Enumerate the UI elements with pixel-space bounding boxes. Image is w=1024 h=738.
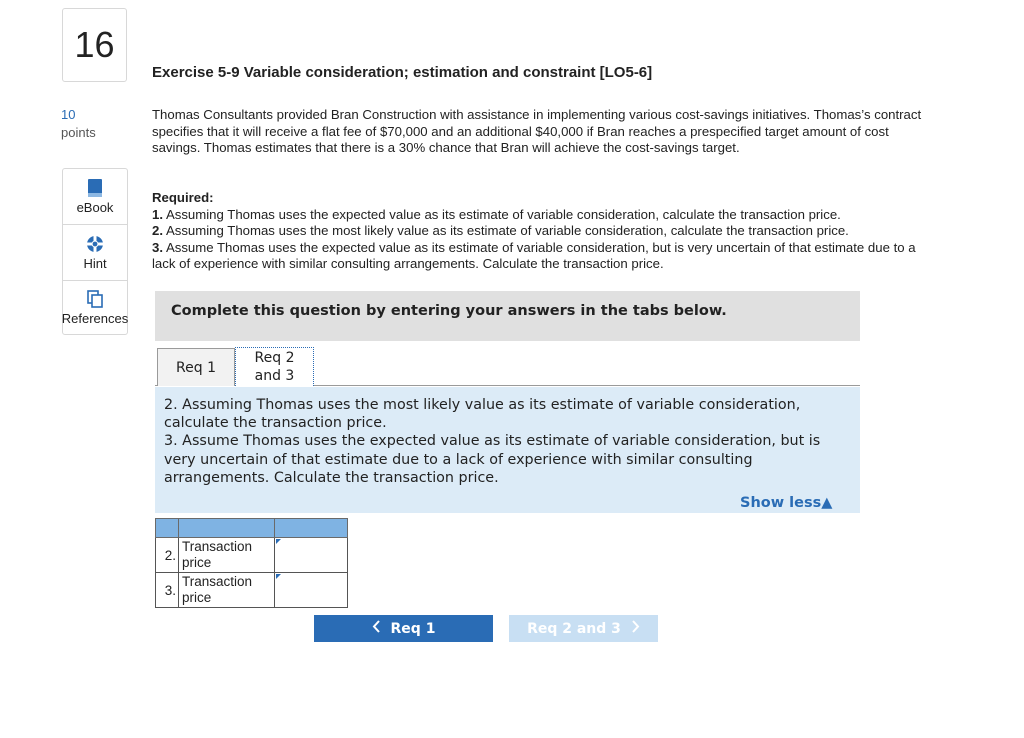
table-row xyxy=(156,538,348,573)
table-row xyxy=(156,573,348,608)
book-icon xyxy=(88,178,102,198)
row-number: 3. xyxy=(156,573,179,608)
row-label: Transaction price xyxy=(179,538,275,573)
transaction-price-input-cell xyxy=(275,573,348,608)
transaction-price-input-req2[interactable] xyxy=(275,538,347,572)
lifebuoy-icon xyxy=(86,234,104,254)
show-less-link[interactable]: Show less▲ xyxy=(740,495,833,511)
prev-req-1-button[interactable] xyxy=(314,615,493,642)
row-label: Transaction price xyxy=(179,573,275,608)
points-value: 10 xyxy=(61,107,76,122)
required-item: 3. Assume Thomas uses the expected value as its estimate of variable consideration, but is very uncertain of that estimate due to a lack of experience with similar consulting arrangements. Calculate the transaction price. xyxy=(152,239,916,271)
panel-requirement-3: 3. Assume Thomas uses the expected value as its estimate of variable consideration, but is very uncertain of that estimate due to a lack of experience with similar consulting arrangements. Calculate the transaction price. xyxy=(164,433,821,486)
tab-req-1[interactable]: Req 1 xyxy=(157,348,235,386)
required-section xyxy=(152,190,942,273)
row-number: 2. xyxy=(156,538,179,573)
exercise-body: Thomas Consultants provided Bran Construction with assistance in implementing various cost-savings initiatives. Thomas’s contract specifies that it will receive a flat fee of $70,000 and an additional $40,000 if Bran reaches a prespecified target amount of cost savings. Thomas estimates that there is a 30% chance that Bran will achieve the cost-savings target. xyxy=(152,107,922,155)
chevron-left-icon xyxy=(372,620,381,637)
next-button-label: Req 2 and 3 xyxy=(527,620,621,637)
ebook-button[interactable] xyxy=(62,168,128,225)
references-label: References xyxy=(61,311,129,326)
required-item: 2. Assuming Thomas uses the most likely value as its estimate of variable consideration, calculate the transaction price. xyxy=(152,223,849,238)
prev-button-label: Req 1 xyxy=(390,620,436,637)
next-req-2-and-3-button xyxy=(509,615,658,642)
transaction-price-input-cell xyxy=(275,538,348,573)
panel-requirement-2: 2. Assuming Thomas uses the most likely value as its estimate of variable consideration, calculate the transaction price. xyxy=(164,397,801,432)
transaction-price-input-req3[interactable] xyxy=(275,573,347,607)
tab-req-2-and-3[interactable] xyxy=(235,347,314,386)
answer-table xyxy=(155,518,348,608)
input-marker-icon xyxy=(276,539,281,544)
hint-button[interactable] xyxy=(62,224,128,281)
tab-label-line1: Req 2 xyxy=(254,350,295,366)
instruction-bar: Complete this question by entering your answers in the tabs below. xyxy=(155,291,860,341)
question-number: 16 xyxy=(62,8,127,82)
points-label: points xyxy=(61,125,96,140)
exercise-title: Exercise 5-9 Variable consideration; estimation and constraint [LO5-6] xyxy=(152,64,653,81)
table-header-row xyxy=(156,519,348,538)
references-button[interactable] xyxy=(62,280,128,335)
triangle-up-icon: ▲ xyxy=(821,495,833,511)
required-heading: Required: xyxy=(152,190,214,205)
tab-label-line2: and 3 xyxy=(254,368,295,384)
input-marker-icon xyxy=(276,574,281,579)
copy-icon xyxy=(87,289,103,309)
required-item: 1. Assuming Thomas uses the expected value as its estimate of variable consideration, calculate the transaction price. xyxy=(152,206,841,222)
chevron-right-icon xyxy=(631,620,640,637)
ebook-label: eBook xyxy=(76,200,114,215)
hint-label: Hint xyxy=(83,256,107,271)
